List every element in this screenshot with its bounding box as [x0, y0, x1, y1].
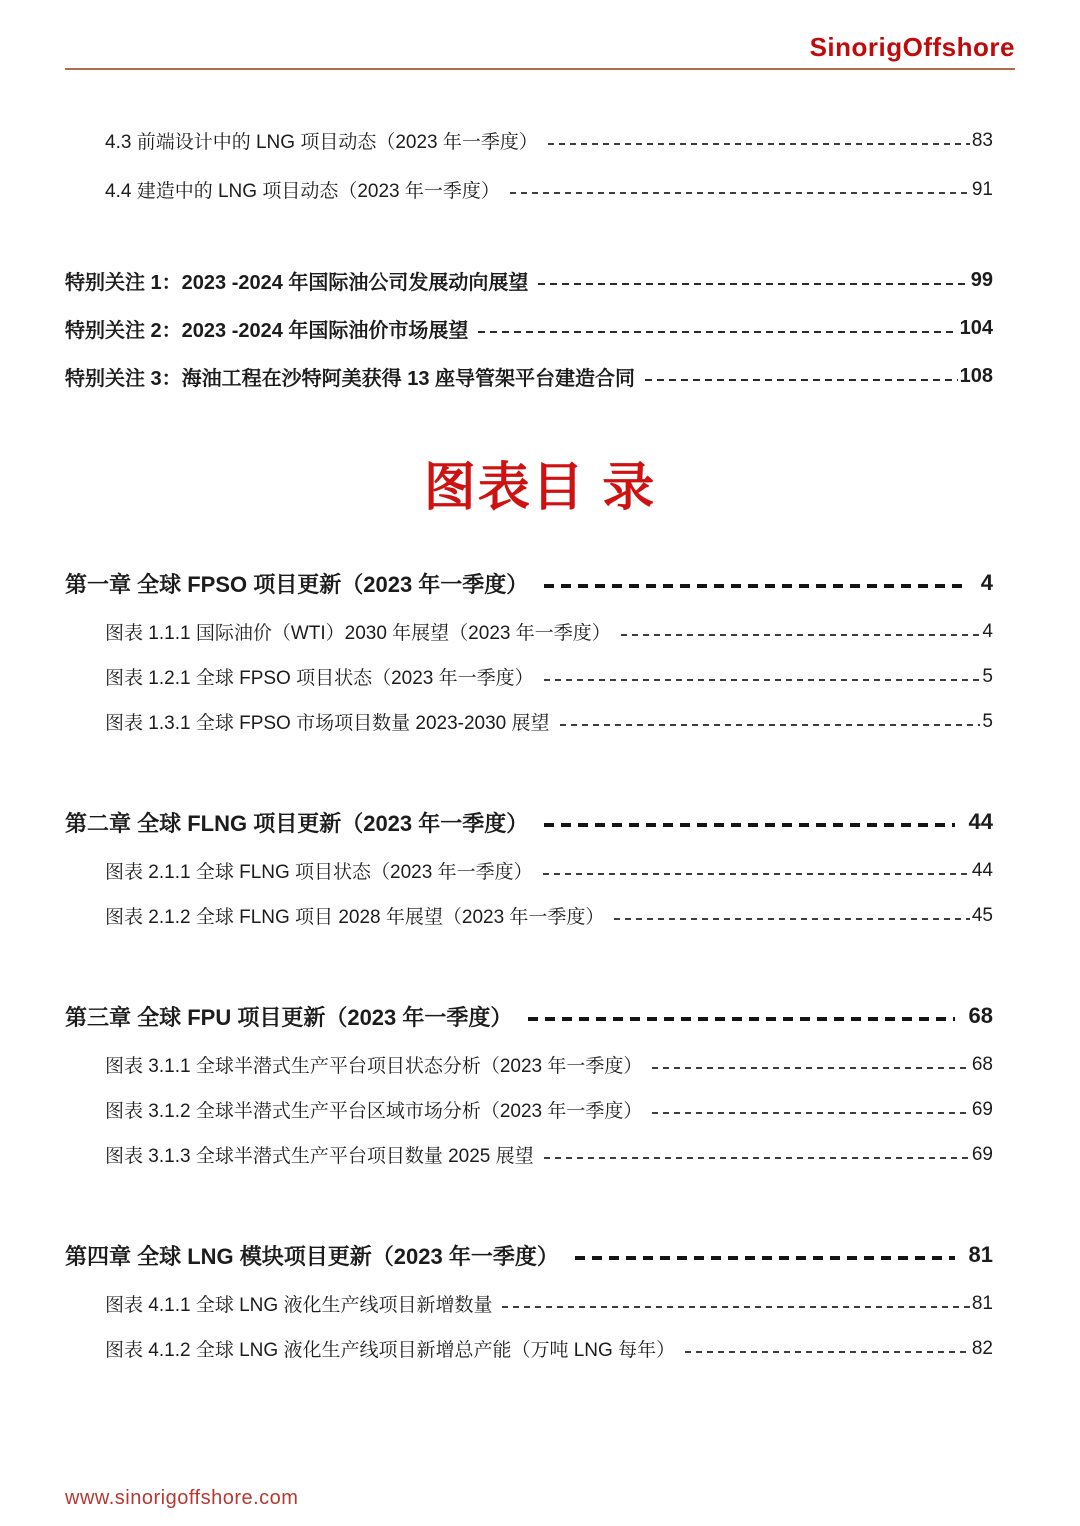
dotted-leader: [685, 1351, 970, 1353]
dotted-leader: [575, 1256, 955, 1260]
dotted-leader: [510, 192, 970, 194]
dotted-leader: [528, 1017, 954, 1021]
toc-entry-label: 特别关注 1：2023 -2024 年国际油公司发展动向展望: [65, 271, 529, 294]
toc-page-number: 108: [959, 364, 993, 387]
toc-page-number: 5: [982, 665, 993, 687]
dotted-leader: [621, 634, 981, 636]
dotted-leader: [543, 873, 970, 875]
toc-page-number: 45: [971, 904, 993, 926]
toc-page-number: 68: [968, 1003, 993, 1028]
toc-special-entry: [65, 304, 1015, 352]
figure-entry: [65, 1087, 1015, 1132]
toc-continued-entries: [65, 116, 1015, 214]
toc-page-number: 4: [982, 620, 993, 642]
toc-entry-label: 第一章 全球 FPSO 项目更新（2023 年一季度）: [65, 571, 529, 597]
chapter-block: [65, 990, 1015, 1177]
page-header: [65, 0, 1015, 63]
toc-entry: [65, 165, 1015, 214]
chapter-block: [65, 557, 1015, 744]
figure-entry: [65, 699, 1015, 744]
chapter-heading-entry: [65, 557, 1015, 609]
figure-entry: [65, 1042, 1015, 1087]
toc-page-number: 68: [971, 1053, 993, 1075]
toc-page-number: 69: [971, 1143, 993, 1165]
toc-entry-label: 图表 2.1.2 全球 FLNG 项目 2028 年展望（2023 年一季度）: [105, 907, 605, 928]
toc-entry-label: 第三章 全球 FPU 项目更新（2023 年一季度）: [65, 1004, 513, 1030]
toc-entry-label: 图表 3.1.1 全球半潜式生产平台项目状态分析（2023 年一季度）: [105, 1056, 643, 1077]
toc-page-number: 82: [971, 1337, 993, 1359]
brand-logo: SinorigOffshore: [809, 32, 1015, 62]
figure-entry: [65, 654, 1015, 699]
header-divider: [65, 68, 1015, 70]
figure-entry: [65, 1281, 1015, 1326]
chapter-heading-entry: [65, 1229, 1015, 1281]
footer-url: www.sinorigoffshore.com: [65, 1487, 299, 1509]
dotted-leader: [538, 283, 968, 285]
dotted-leader: [614, 918, 969, 920]
toc-page-number: 44: [968, 809, 993, 834]
toc-page-number: 69: [971, 1098, 993, 1120]
figure-entry: [65, 1326, 1015, 1371]
toc-special-entry: [65, 256, 1015, 304]
dotted-leader: [645, 379, 958, 381]
toc-entry-label: 第二章 全球 FLNG 项目更新（2023 年一季度）: [65, 810, 529, 836]
toc-page-number: 44: [971, 859, 993, 881]
figure-entry: [65, 1132, 1015, 1177]
chapter-block: [65, 796, 1015, 938]
figures-toc-title: 图表目 录: [423, 459, 657, 517]
dotted-leader: [544, 823, 954, 827]
dotted-leader: [502, 1306, 969, 1308]
toc-special-sections: [65, 256, 1015, 400]
figure-entry: [65, 609, 1015, 654]
toc-entry-label: 图表 1.2.1 全球 FPSO 项目状态（2023 年一季度）: [105, 668, 534, 689]
figure-entry: [65, 893, 1015, 938]
chapter-heading-entry: [65, 796, 1015, 848]
toc-page-number: 91: [971, 178, 993, 200]
toc-entry-label: 图表 3.1.2 全球半潜式生产平台区域市场分析（2023 年一季度）: [105, 1101, 643, 1122]
toc-entry-label: 图表 3.1.3 全球半潜式生产平台项目数量 2025 展望: [105, 1146, 534, 1167]
toc-page-number: 5: [982, 710, 993, 732]
dotted-leader: [652, 1112, 969, 1114]
toc-entry-label: 图表 4.1.1 全球 LNG 液化生产线项目新增数量: [105, 1295, 493, 1316]
dotted-leader: [544, 584, 966, 588]
toc-page-number: 81: [968, 1242, 993, 1267]
toc-entry-label: 图表 4.1.2 全球 LNG 液化生产线项目新增总产能（万吨 LNG 每年）: [105, 1340, 676, 1361]
toc-entry-label: 4.3 前端设计中的 LNG 项目动态（2023 年一季度）: [105, 132, 538, 153]
dotted-leader: [478, 331, 957, 333]
chapter-heading-entry: [65, 990, 1015, 1042]
figures-toc: [65, 557, 1015, 1371]
dotted-leader: [652, 1067, 969, 1069]
toc-entry-label: 4.4 建造中的 LNG 项目动态（2023 年一季度）: [105, 181, 500, 202]
page-footer: [65, 1487, 298, 1510]
toc-page-number: 4: [980, 570, 993, 595]
dotted-leader: [548, 143, 970, 145]
toc-page-number: 104: [959, 316, 993, 339]
figure-entry: [65, 848, 1015, 893]
toc-entry-label: 第四章 全球 LNG 模块项目更新（2023 年一季度）: [65, 1243, 559, 1269]
toc-page-number: 99: [970, 268, 993, 291]
toc-entry-label: 图表 1.3.1 全球 FPSO 市场项目数量 2023-2030 展望: [105, 713, 550, 734]
toc-entry-label: 特别关注 3：海油工程在沙特阿美获得 13 座导管架平台建造合同: [65, 367, 636, 390]
dotted-leader: [544, 1157, 970, 1159]
toc-special-entry: [65, 352, 1015, 400]
toc-page-number: 83: [971, 129, 993, 151]
chapter-block: [65, 1229, 1015, 1371]
dotted-leader: [560, 724, 981, 726]
toc-entry-label: 图表 2.1.1 全球 FLNG 项目状态（2023 年一季度）: [105, 862, 533, 883]
toc-page-number: 81: [971, 1292, 993, 1314]
toc-entry-label: 特别关注 2：2023 -2024 年国际油价市场展望: [65, 319, 469, 342]
dotted-leader: [544, 679, 981, 681]
toc-entry-label: 图表 1.1.1 国际油价（WTI）2030 年展望（2023 年一季度）: [105, 623, 611, 644]
toc-entry: [65, 116, 1015, 165]
